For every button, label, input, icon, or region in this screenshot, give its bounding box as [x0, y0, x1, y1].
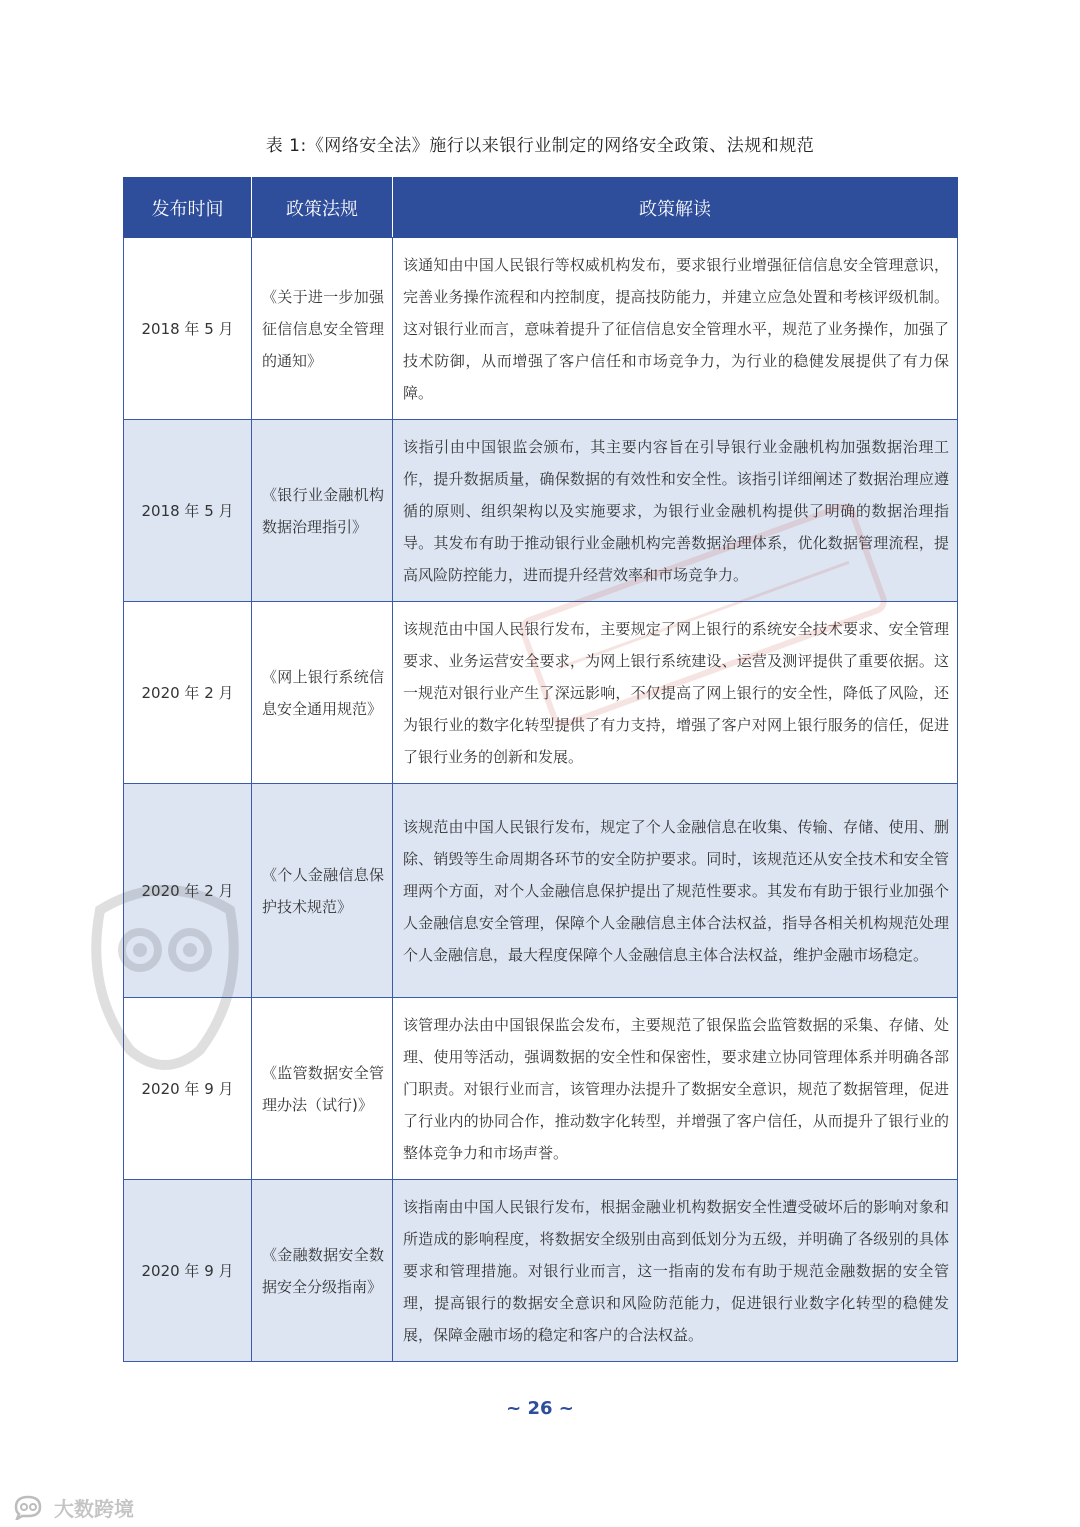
table-row [124, 1180, 958, 1362]
release-date-cell: 2018 年 5 月 [124, 238, 252, 420]
policy-name-cell: 《监管数据安全管理办法（试行)》 [252, 998, 393, 1180]
header-interpretation: 政策解读 [393, 178, 958, 238]
corner-watermark-text: 大数跨境 [54, 1496, 134, 1521]
page-number: ~ 26 ~ [506, 1398, 574, 1419]
table-header-row [124, 178, 958, 238]
interpretation-cell: 该规范由中国人民银行发布，规定了个人金融信息在收集、传输、存储、使用、删除、销毁等生命周期各环节的安全防护要求。同时，该规范还从安全技术和安全管理两个方面，对个人金融信息保护提出了规范性要求。其发布有助于银行业加强个人金融信息安全管理，保障个人金融信息主体合法权益，指导各相关机构规范处理个人金融信息，最大程度保障个人金融信息主体合法权益，维护金融市场稳定。 [393, 784, 958, 998]
policy-name-cell: 《金融数据安全数据安全分级指南》 [252, 1180, 393, 1362]
stamp-watermark-icon [470, 470, 940, 770]
header-release-date: 发布时间 [124, 178, 252, 238]
owl-watermark-icon [80, 880, 250, 1080]
corner-watermark-logo [12, 1490, 134, 1524]
interpretation-cell: 该规范由中国人民银行发布，主要规定了网上银行的系统安全技术要求、安全管理要求、业务运营安全要求，为网上银行系统建设、运营及测评提供了重要依据。这一规范对银行业产生了深远影响，不仅提高了网上银行的安全性，降低了风险，还为银行业的数字化转型提供了有力支持，增强了客户对网上银行服务的信任，促进了银行业务的创新和发展。 [393, 602, 958, 784]
table-caption: 表 1:《网络安全法》施行以来银行业制定的网络安全政策、法规和规范 [265, 136, 815, 156]
interpretation-cell: 该管理办法由中国银保监会发布，主要规范了银保监会监管数据的采集、存储、处理、使用等活动，强调数据的安全性和保密性，要求建立协同管理体系并明确各部门职责。对银行业而言，该管理办法提升了数据安全意识，规范了数据管理，促进了行业内的协同合作，推动数字化转型，并增强了客户信任，从而提升了银行业的整体竞争力和市场声誉。 [393, 998, 958, 1180]
policy-name-cell: 《网上银行系统信息安全通用规范》 [252, 602, 393, 784]
release-date-cell: 2020 年 9 月 [124, 998, 252, 1180]
policy-name-cell: 《个人金融信息保护技术规范》 [252, 784, 393, 998]
header-policy: 政策法规 [252, 178, 393, 238]
table-row [124, 238, 958, 420]
release-date-cell: 2020 年 2 月 [124, 784, 252, 998]
policy-name-cell: 《银行业金融机构数据治理指引》 [252, 420, 393, 602]
interpretation-cell: 该指引由中国银监会颁布，其主要内容旨在引导银行业金融机构加强数据治理工作，提升数据质量，确保数据的有效性和安全性。该指引详细阐述了数据治理应遵循的原则、组织架构以及实施要求，为银行业金融机构提供了明确的数据治理指导。其发布有助于推动银行业金融机构完善数据治理体系，优化数据管理流程，提高风险防控能力，进而提升经营效率和市场竞争力。 [393, 420, 958, 602]
interpretation-cell: 该通知由中国人民银行等权威机构发布，要求银行业增强征信信息安全管理意识，完善业务操作流程和内控制度，提高技防能力，并建立应急处置和考核评级机制。这对银行业而言，意味着提升了征信信息安全管理水平，规范了业务操作，加强了技术防御，从而增强了客户信任和市场竞争力，为行业的稳健发展提供了有力保障。 [393, 238, 958, 420]
release-date-cell: 2020 年 2 月 [124, 602, 252, 784]
policy-name-cell: 《关于进一步加强征信信息安全管理的通知》 [252, 238, 393, 420]
chat-bubble-logo-icon [12, 1494, 48, 1520]
interpretation-cell: 该指南由中国人民银行发布，根据金融业机构数据安全性遭受破坏后的影响对象和所造成的影响程度，将数据安全级别由高到低划分为五级，并明确了各级别的具体要求和管理措施。对银行业而言，这一指南的发布有助于规范金融数据的安全管理，提高银行的数据安全意识和风险防范能力，促进银行业数字化转型的稳健发展，保障金融市场的稳定和客户的合法权益。 [393, 1180, 958, 1362]
release-date-cell: 2020 年 9 月 [124, 1180, 252, 1362]
release-date-cell: 2018 年 5 月 [124, 420, 252, 602]
